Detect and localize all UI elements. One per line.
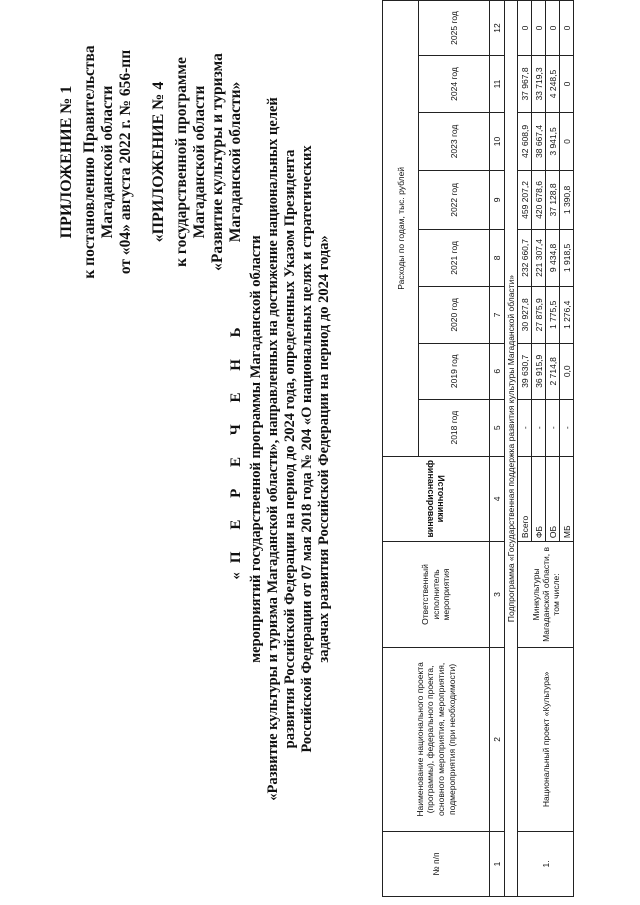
- value-cell: -: [546, 399, 560, 456]
- column-number: 10: [490, 112, 505, 170]
- value-cell: 38 667,4: [532, 112, 546, 170]
- heading-title: «П Е Р Е Ч Е Н Ь: [228, 318, 244, 580]
- value-cell: 36 915,9: [532, 343, 546, 399]
- value-cell: 33 719,3: [532, 56, 546, 113]
- value-cell: 37 967,8: [518, 56, 532, 113]
- column-number: 3: [490, 542, 505, 648]
- project-name: Национальный проект «Культура»: [518, 647, 574, 831]
- value-cell: 42 608,9: [518, 112, 532, 170]
- value-cell: 420 678,6: [532, 170, 546, 229]
- col-header-executor: Ответственный исполнитель мероприятия: [383, 542, 490, 648]
- column-number: 12: [490, 1, 505, 56]
- column-number: 4: [490, 456, 505, 541]
- heading-line: мероприятий государственной программы Магаданской области: [247, 235, 264, 663]
- funding-source: ОБ: [546, 456, 560, 541]
- column-number: 9: [490, 170, 505, 229]
- value-cell: 1 276,4: [560, 286, 574, 343]
- col-header-source: Источники финансирования: [383, 456, 490, 541]
- value-cell: 0: [560, 56, 574, 113]
- funding-source: Всего: [518, 456, 532, 541]
- appendix-line: Магаданской области: [190, 85, 208, 239]
- value-cell: 1 390,8: [560, 170, 574, 229]
- executor: Минкультуры Магаданской области, в том числе:: [518, 542, 574, 648]
- column-number: 8: [490, 229, 505, 286]
- column-number: 11: [490, 56, 505, 113]
- year-header: 2021 год: [419, 229, 490, 286]
- value-cell: 39 630,7: [518, 343, 532, 399]
- measures-table: [382, 0, 574, 897]
- col-header-name: Наименование национального проекта (программы), федерального проекта, основного мероприятия, мероприятия, подмероприятия (при необходимости): [383, 647, 490, 831]
- value-cell: 0: [532, 1, 546, 56]
- appendix-line: от «04» августа 2022 г. № 656-пп: [117, 49, 135, 275]
- year-header: 2019 год: [419, 343, 490, 399]
- value-cell: 37 128,8: [546, 170, 560, 229]
- heading-line: «Развитие культуры и туризма Магаданской области», направленных на достижение национальных целей: [264, 97, 281, 801]
- appendix-line: «Развитие культуры и туризма: [209, 53, 227, 271]
- value-cell: 3 941,5: [546, 112, 560, 170]
- funding-source: МБ: [560, 456, 574, 541]
- value-cell: 30 927,8: [518, 286, 532, 343]
- column-number: 6: [490, 343, 505, 399]
- value-cell: 27 875,9: [532, 286, 546, 343]
- column-number: 5: [490, 399, 505, 456]
- heading-line: развития Российской Федерации на период до 2024 года, определенных Указом Президента: [281, 149, 298, 749]
- value-cell: -: [560, 399, 574, 456]
- value-cell: 0: [546, 1, 560, 56]
- appendix-block: [58, 17, 246, 307]
- row-number: 1.: [518, 831, 574, 896]
- funding-source: ФБ: [532, 456, 546, 541]
- appendix-title-2: «ПРИЛОЖЕНИЕ № 4: [149, 81, 167, 243]
- heading-line: задачах развития Российской Федерации на период до 2024 года»: [316, 235, 333, 663]
- value-cell: 232 660,7: [518, 229, 532, 286]
- value-cell: 0: [560, 1, 574, 56]
- value-cell: 459 207,2: [518, 170, 532, 229]
- year-header: 2018 год: [419, 399, 490, 456]
- column-number: 2: [490, 647, 505, 831]
- value-cell: 1 918,5: [560, 229, 574, 286]
- year-header: 2024 год: [419, 56, 490, 113]
- subprogram-row: Подпрограмма «Государственная поддержка развития культуры Магаданской области»: [505, 1, 518, 897]
- value-cell: -: [518, 399, 532, 456]
- value-cell: 0: [518, 1, 532, 56]
- value-cell: 9 434,8: [546, 229, 560, 286]
- document-heading: [228, 1, 333, 897]
- appendix-title: ПРИЛОЖЕНИЕ № 1: [58, 85, 75, 239]
- appendix-line: Магаданской области: [99, 85, 117, 239]
- year-header: 2022 год: [419, 170, 490, 229]
- value-cell: 1 775,5: [546, 286, 560, 343]
- col-header-number: № п/п: [383, 831, 490, 896]
- heading-line: Российской Федерации от 07 мая 2018 года № 204 «О национальных целях и стратегических: [299, 145, 316, 753]
- appendix-line: к постановлению Правительства: [80, 45, 98, 279]
- value-cell: 221 307,4: [532, 229, 546, 286]
- value-cell: -: [532, 399, 546, 456]
- appendix-line: Магаданской области»: [227, 81, 245, 243]
- column-number: 7: [490, 286, 505, 343]
- year-header: 2025 год: [419, 1, 490, 56]
- value-cell: 2 714,8: [546, 343, 560, 399]
- value-cell: 0,0: [560, 343, 574, 399]
- appendix-line: к государственной программе: [172, 57, 190, 267]
- column-number: 1: [490, 831, 505, 896]
- value-cell: 0: [560, 112, 574, 170]
- year-header: 2020 год: [419, 286, 490, 343]
- year-header: 2023 год: [419, 112, 490, 170]
- col-header-expenses: Расходы по годам, тыс. рублей: [383, 1, 419, 457]
- value-cell: 4 248,5: [546, 56, 560, 113]
